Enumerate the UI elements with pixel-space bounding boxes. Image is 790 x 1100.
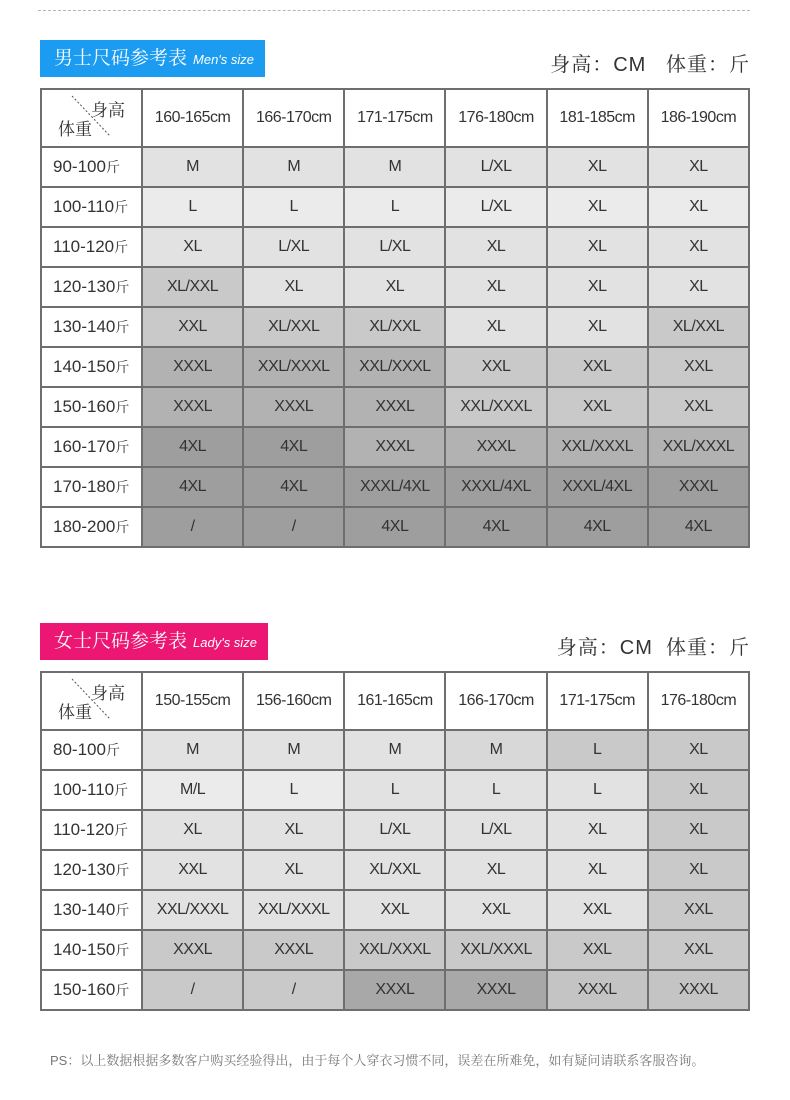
- size-cell: XL: [648, 770, 749, 810]
- size-cell: XXXL: [344, 427, 445, 467]
- size-cell: XXXL: [142, 347, 243, 387]
- size-cell: XXXL: [648, 467, 749, 507]
- size-row: [41, 147, 749, 187]
- size-cell: XL: [142, 227, 243, 267]
- size-cell: /: [243, 970, 344, 1010]
- size-cell: XXXL: [547, 970, 648, 1010]
- height-header: 181-185cm: [547, 89, 648, 147]
- height-header: 166-170cm: [243, 89, 344, 147]
- men-unit-note: 身高：CM 体重：斤: [550, 54, 750, 76]
- size-cell: XL: [547, 267, 648, 307]
- size-cell: L: [142, 187, 243, 227]
- height-header: 150-155cm: [142, 672, 243, 730]
- weight-unit: 斤: [105, 742, 120, 758]
- size-row: [41, 810, 749, 850]
- size-cell: XXXL: [445, 427, 546, 467]
- height-header: 176-180cm: [648, 672, 749, 730]
- weight-range: 100-110: [53, 780, 115, 799]
- size-cell: 4XL: [243, 427, 344, 467]
- size-cell: L/XL: [344, 810, 445, 850]
- height-header: 176-180cm: [445, 89, 546, 147]
- weight-range: 150-160: [53, 397, 116, 416]
- size-cell: XL: [648, 227, 749, 267]
- size-cell: XXL: [547, 347, 648, 387]
- weight-unit: 斤: [105, 159, 120, 175]
- men-section-header: [40, 40, 750, 88]
- size-cell: M: [344, 147, 445, 187]
- weight-cell: [41, 187, 142, 227]
- size-cell: XL: [243, 850, 344, 890]
- women-size-table: [40, 671, 750, 1011]
- size-cell: XXL: [547, 890, 648, 930]
- weight-unit: 斤: [114, 822, 129, 838]
- weight-cell: [41, 467, 142, 507]
- weight-unit: 斤: [115, 319, 130, 335]
- men-header-row: [41, 89, 749, 147]
- size-cell: XL: [445, 307, 546, 347]
- weight-cell: [41, 147, 142, 187]
- size-cell: XXXL: [243, 387, 344, 427]
- weight-unit: 斤: [114, 782, 129, 798]
- weight-cell: [41, 730, 142, 770]
- women-unit-note: 身高：CM 体重：斤: [556, 637, 750, 659]
- size-cell: XL: [648, 730, 749, 770]
- size-cell: XXL/XXXL: [547, 427, 648, 467]
- size-cell: XXXL/4XL: [344, 467, 445, 507]
- size-cell: XXXL: [142, 930, 243, 970]
- weight-range: 110-120: [53, 820, 115, 839]
- size-cell: XL: [547, 850, 648, 890]
- size-cell: XL: [445, 850, 546, 890]
- weight-unit: 斤: [115, 942, 130, 958]
- size-cell: M: [344, 730, 445, 770]
- height-header: 166-170cm: [445, 672, 546, 730]
- weight-unit: 斤: [115, 982, 130, 998]
- size-cell: XL/XXL: [344, 850, 445, 890]
- weight-range: 170-180: [53, 477, 116, 496]
- weight-cell: [41, 930, 142, 970]
- size-cell: XXL/XXXL: [445, 387, 546, 427]
- size-cell: XXL/XXXL: [142, 890, 243, 930]
- size-cell: XXL/XXXL: [344, 930, 445, 970]
- men-size-table: [40, 88, 750, 548]
- size-cell: L: [445, 770, 546, 810]
- weight-unit: 斤: [115, 279, 130, 295]
- size-cell: 4XL: [344, 507, 445, 547]
- weight-cell: [41, 810, 142, 850]
- weight-cell: [41, 267, 142, 307]
- size-cell: XL/XXL: [648, 307, 749, 347]
- weight-unit: 斤: [115, 359, 130, 375]
- size-row: [41, 770, 749, 810]
- size-cell: L: [344, 770, 445, 810]
- weight-unit: 斤: [114, 239, 129, 255]
- size-cell: XXXL: [344, 387, 445, 427]
- size-cell: M: [243, 147, 344, 187]
- size-row: [41, 930, 749, 970]
- weight-range: 150-160: [53, 980, 116, 999]
- size-row: [41, 387, 749, 427]
- size-cell: XL: [648, 267, 749, 307]
- size-cell: XXL/XXXL: [648, 427, 749, 467]
- weight-range: 90-100: [53, 157, 106, 176]
- size-cell: /: [243, 507, 344, 547]
- size-cell: XL: [547, 810, 648, 850]
- weight-range: 100-110: [53, 197, 115, 216]
- men-corner-cell: [41, 89, 142, 147]
- size-cell: XL: [243, 810, 344, 850]
- women-section-header: [40, 623, 750, 671]
- size-cell: XXL: [648, 347, 749, 387]
- size-cell: L: [344, 187, 445, 227]
- size-cell: XL: [547, 227, 648, 267]
- size-cell: 4XL: [142, 467, 243, 507]
- men-size-section: [40, 40, 750, 548]
- size-cell: XXXL: [344, 970, 445, 1010]
- weight-range: 120-130: [53, 860, 116, 879]
- size-row: [41, 227, 749, 267]
- size-cell: XL: [445, 267, 546, 307]
- size-cell: XL: [547, 147, 648, 187]
- weight-unit: 斤: [115, 862, 130, 878]
- size-cell: XXL: [648, 890, 749, 930]
- size-row: [41, 467, 749, 507]
- weight-cell: [41, 227, 142, 267]
- size-cell: L/XL: [344, 227, 445, 267]
- top-divider: [38, 10, 750, 11]
- size-cell: XL: [648, 187, 749, 227]
- women-header-row: [41, 672, 749, 730]
- size-cell: XXXL: [142, 387, 243, 427]
- weight-range: 120-130: [53, 277, 116, 296]
- size-row: [41, 307, 749, 347]
- size-cell: L: [243, 187, 344, 227]
- size-cell: /: [142, 507, 243, 547]
- size-cell: M/L: [142, 770, 243, 810]
- weight-range: 130-140: [53, 317, 116, 336]
- size-row: [41, 507, 749, 547]
- height-header: 161-165cm: [344, 672, 445, 730]
- size-cell: 4XL: [547, 507, 648, 547]
- size-cell: 4XL: [142, 427, 243, 467]
- size-row: [41, 850, 749, 890]
- size-cell: XXL: [547, 930, 648, 970]
- size-cell: XL: [648, 850, 749, 890]
- size-cell: L: [547, 730, 648, 770]
- weight-unit: 斤: [115, 902, 130, 918]
- men-title-en: Men's size: [193, 52, 255, 67]
- weight-cell: [41, 387, 142, 427]
- size-cell: L/XL: [243, 227, 344, 267]
- size-cell: XXL: [547, 387, 648, 427]
- men-title: 男士尺码参考表: [54, 48, 188, 69]
- size-cell: XXL: [648, 387, 749, 427]
- size-cell: L: [547, 770, 648, 810]
- height-header: 156-160cm: [243, 672, 344, 730]
- weight-range: 110-120: [53, 237, 115, 256]
- size-cell: XL: [648, 147, 749, 187]
- size-cell: XXXL: [243, 930, 344, 970]
- size-cell: L/XL: [445, 147, 546, 187]
- corner-weight-label: 体重: [58, 703, 92, 722]
- weight-unit: 斤: [115, 519, 130, 535]
- weight-cell: [41, 307, 142, 347]
- size-cell: XL: [547, 187, 648, 227]
- size-cell: XL: [142, 810, 243, 850]
- weight-range: 160-170: [53, 437, 116, 456]
- size-cell: 4XL: [445, 507, 546, 547]
- height-header: 171-175cm: [344, 89, 445, 147]
- size-cell: XXL: [445, 347, 546, 387]
- weight-unit: 斤: [115, 399, 130, 415]
- men-title-tag: [40, 40, 265, 77]
- size-cell: XXXL/4XL: [445, 467, 546, 507]
- size-cell: M: [142, 147, 243, 187]
- size-row: [41, 890, 749, 930]
- size-cell: XL/XXL: [243, 307, 344, 347]
- size-cell: L: [243, 770, 344, 810]
- size-cell: XL: [344, 267, 445, 307]
- size-cell: 4XL: [648, 507, 749, 547]
- size-cell: XXXL: [648, 970, 749, 1010]
- women-corner-cell: [41, 672, 142, 730]
- size-cell: L/XL: [445, 187, 546, 227]
- size-cell: XXL: [142, 850, 243, 890]
- size-cell: /: [142, 970, 243, 1010]
- weight-cell: [41, 347, 142, 387]
- size-row: [41, 427, 749, 467]
- women-title-en: Lady's size: [193, 635, 257, 650]
- weight-range: 140-150: [53, 357, 116, 376]
- weight-unit: 斤: [114, 199, 129, 215]
- weight-cell: [41, 890, 142, 930]
- weight-range: 80-100: [53, 740, 106, 759]
- size-cell: XXL/XXXL: [243, 347, 344, 387]
- size-cell: L/XL: [445, 810, 546, 850]
- size-cell: M: [445, 730, 546, 770]
- size-cell: XL/XXL: [142, 267, 243, 307]
- weight-unit: 斤: [115, 479, 130, 495]
- weight-cell: [41, 507, 142, 547]
- size-cell: M: [142, 730, 243, 770]
- size-cell: XL: [648, 810, 749, 850]
- size-row: [41, 267, 749, 307]
- size-cell: XXXL/4XL: [547, 467, 648, 507]
- size-row: [41, 970, 749, 1010]
- weight-cell: [41, 970, 142, 1010]
- size-cell: XXXL: [445, 970, 546, 1010]
- size-cell: 4XL: [243, 467, 344, 507]
- size-cell: XXL/XXXL: [445, 930, 546, 970]
- women-title: 女士尺码参考表: [54, 631, 188, 652]
- size-cell: XXL: [344, 890, 445, 930]
- height-header: 171-175cm: [547, 672, 648, 730]
- size-cell: XXL: [445, 890, 546, 930]
- size-cell: XL: [547, 307, 648, 347]
- size-cell: XXL/XXXL: [344, 347, 445, 387]
- size-row: [41, 347, 749, 387]
- weight-unit: 斤: [115, 439, 130, 455]
- women-size-section: [40, 623, 750, 1011]
- size-cell: XL: [445, 227, 546, 267]
- weight-cell: [41, 770, 142, 810]
- size-row: [41, 730, 749, 770]
- footnote: PS：以上数据根据多数客户购买经验得出，由于每个人穿衣习惯不同，误差在所难免，如有疑问请联系客服咨询。: [50, 1053, 705, 1068]
- weight-cell: [41, 427, 142, 467]
- corner-weight-label: 体重: [58, 120, 92, 139]
- size-cell: XL: [243, 267, 344, 307]
- weight-range: 180-200: [53, 517, 116, 536]
- women-title-tag: [40, 623, 268, 660]
- size-row: [41, 187, 749, 227]
- weight-range: 130-140: [53, 900, 116, 919]
- corner-height-label: 身高: [91, 101, 125, 120]
- height-header: 186-190cm: [648, 89, 749, 147]
- weight-range: 140-150: [53, 940, 116, 959]
- height-header: 160-165cm: [142, 89, 243, 147]
- size-cell: XXL: [142, 307, 243, 347]
- size-cell: XXL: [648, 930, 749, 970]
- size-cell: XXL/XXXL: [243, 890, 344, 930]
- size-cell: XL/XXL: [344, 307, 445, 347]
- corner-height-label: 身高: [91, 684, 125, 703]
- size-cell: M: [243, 730, 344, 770]
- weight-cell: [41, 850, 142, 890]
